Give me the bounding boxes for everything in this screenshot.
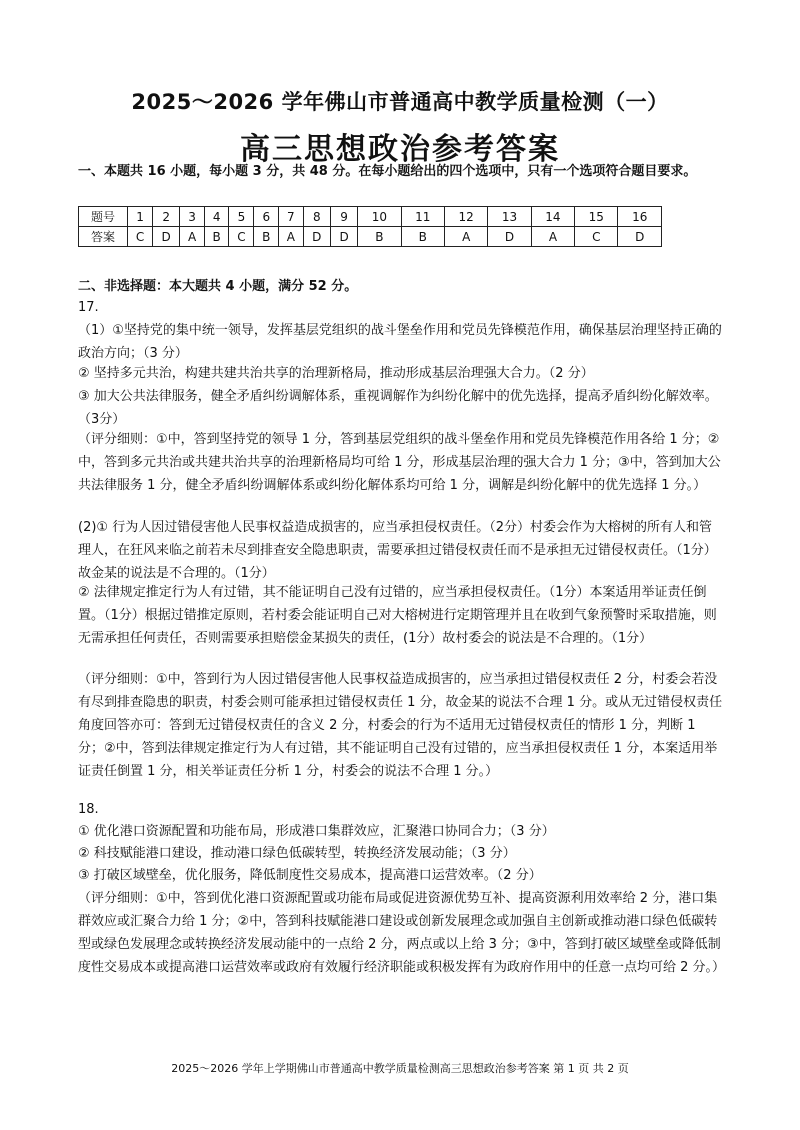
section1-heading: 一、本题共 16 小题，每小题 3 分，共 48 分。在每小题给出的四个选项中，只有一个选项符合题目要求。 xyxy=(78,164,697,179)
q17-part1-point2: ② 坚持多元共治，构建共建共治共享的治理新格局，推动形成基层治理强大合力。（2 分） xyxy=(78,366,594,381)
answer-cell: C xyxy=(128,227,153,247)
question-number: 14 xyxy=(531,207,574,227)
row-label-number: 题号 xyxy=(79,207,128,227)
answer-cell: D xyxy=(303,227,330,247)
question-number: 10 xyxy=(358,207,401,227)
q17-part1-point1: （1）①坚持党的集中统一领导，发挥基层党组织的战斗堡垒作用和党员先锋模范作用，确保基层治理坚持正确的政治方向；（3 分） xyxy=(78,323,722,361)
answer-cell: D xyxy=(488,227,531,247)
answer-cell: D xyxy=(330,227,357,247)
section2-heading: 二、非选择题：本大题共 4 小题，满分 52 分。 xyxy=(78,279,358,294)
answer-cell: A xyxy=(531,227,574,247)
question-number: 5 xyxy=(229,207,254,227)
answer-cell: B xyxy=(254,227,279,247)
answer-cell: B xyxy=(204,227,229,247)
q18-point3: ③ 打破区域壁垒，优化服务，降低制度性交易成本，提高港口运营效率。（2 分） xyxy=(78,868,542,883)
question-number: 2 xyxy=(153,207,180,227)
q17-part1-point3: ③ 加大公共法律服务，健全矛盾纠纷调解体系，重视调解作为纠纷化解中的优先选择，提高矛盾纠纷化解效率。（3分） xyxy=(78,389,718,427)
question-number: 3 xyxy=(180,207,205,227)
q17-part2-scoring: （评分细则：①中，答到行为人因过错侵害他人民事权益造成损害的，应当承担过错侵权责任 2 分，村委会若没有尽到排查隐患的职责，村委会则可能承担过错侵权责任 1 分，故金某的说法不合理 1 分。或从无过错侵权责任角度回答亦可：答到无过错侵权责任的含义 2 分，村委会的行为不适用无过错侵权责任的情形 1 分，判断 1 分；②中，答到法律规定推定行为人有过错，其不能证明自己没有过错的，应当承担侵权责任 1 分，本案适用举证责任倒置 1 分，相关举证责任分析 1 分，村委会的说法不合理 1 分。） xyxy=(78,672,723,779)
answer-row xyxy=(79,227,662,247)
row-label-answer: 答案 xyxy=(79,227,128,247)
answer-cell: D xyxy=(153,227,180,247)
question-number: 1 xyxy=(128,207,153,227)
question-number: 15 xyxy=(575,207,618,227)
question-number: 4 xyxy=(204,207,229,227)
q18-scoring: （评分细则：①中，答到优化港口资源配置或功能布局或促进资源优势互补、提高资源利用效率给 2 分，港口集群效应或汇聚合力给 1 分；②中，答到科技赋能港口建设或创新发展理念或加强自主创新或推动港口绿色低碳转型或绿色发展理念或转换经济发展动能中的一点给 2 分，两点或以上给 3 分；③中，答到打破区域壁垒或降低制度性交易成本或提高港口运营效率或政府有效履行经济职能或积极发挥有为政府作用中的任意一点均可给 2 分。） xyxy=(78,891,726,975)
question-number: 9 xyxy=(330,207,357,227)
answer-cell: A xyxy=(444,227,487,247)
q17-part2-point2: ② 法律规定推定行为人有过错，其不能证明自己没有过错的，应当承担侵权责任。（1分）本案适用举证责任倒置。（1分）根据过错推定原则，若村委会能证明自己对大榕树进行定期管理并且在收到气象预警时采取措施，则无需承担任何责任，否则需要承担赔偿金某损失的责任，(1分）故村委会的说法是不合理的。（1分） xyxy=(78,585,717,646)
q18-point1: ① 优化港口资源配置和功能布局，形成港口集群效应，汇聚港口协同合力；（3 分） xyxy=(78,824,555,839)
answer-table xyxy=(78,206,662,247)
answer-cell: C xyxy=(575,227,618,247)
question-number: 8 xyxy=(303,207,330,227)
answer-cell: A xyxy=(180,227,205,247)
document-title: 高三思想政治参考答案 xyxy=(240,132,560,167)
question-number: 16 xyxy=(618,207,662,227)
question-number: 13 xyxy=(488,207,531,227)
question-number: 11 xyxy=(401,207,444,227)
answer-cell: B xyxy=(358,227,401,247)
q17-part2-point1: (2)① 行为人因过错侵害他人民事权益造成损害的，应当承担侵权责任。（2分）村委会作为大榕树的所有人和管理人，在狂风来临之前若未尽到排查安全隐患职责，需要承担过错侵权责任而不是承担无过错侵权责任。（1分）故金某的说法是不合理的。（1分） xyxy=(78,520,717,581)
question-number: 6 xyxy=(254,207,279,227)
q17-part1-scoring: （评分细则：①中，答到坚持党的领导 1 分，答到基层党组织的战斗堡垒作用和党员先锋模范作用各给 1 分；②中，答到多元共治或共建共治共享的治理新格局均可给 1 分，形成基层治理的强大合力 1 分；③中，答到加大公共法律服务 1 分，健全矛盾纠纷调解体系或纠纷化解体系均可给 1 分，调解是纠纷化解中的优先选择 1 分。） xyxy=(78,432,721,493)
q18-point2: ② 科技赋能港口建设，推动港口绿色低碳转型，转换经济发展动能；（3 分） xyxy=(78,846,516,861)
answer-cell: B xyxy=(401,227,444,247)
question-17-number: 17. xyxy=(78,300,99,315)
question-18-number: 18. xyxy=(78,802,99,817)
answer-cell: D xyxy=(618,227,662,247)
answer-cell: A xyxy=(279,227,304,247)
page-footer: 2025～2026 学年上学期佛山市普通高中教学质量检测高三思想政治参考答案 第 1 页 共 2 页 xyxy=(171,1062,629,1075)
question-number: 7 xyxy=(279,207,304,227)
exam-title: 2025～2026 学年佛山市普通高中教学质量检测（一） xyxy=(131,90,669,114)
question-number-row xyxy=(79,207,662,227)
question-number: 12 xyxy=(444,207,487,227)
answer-cell: C xyxy=(229,227,254,247)
